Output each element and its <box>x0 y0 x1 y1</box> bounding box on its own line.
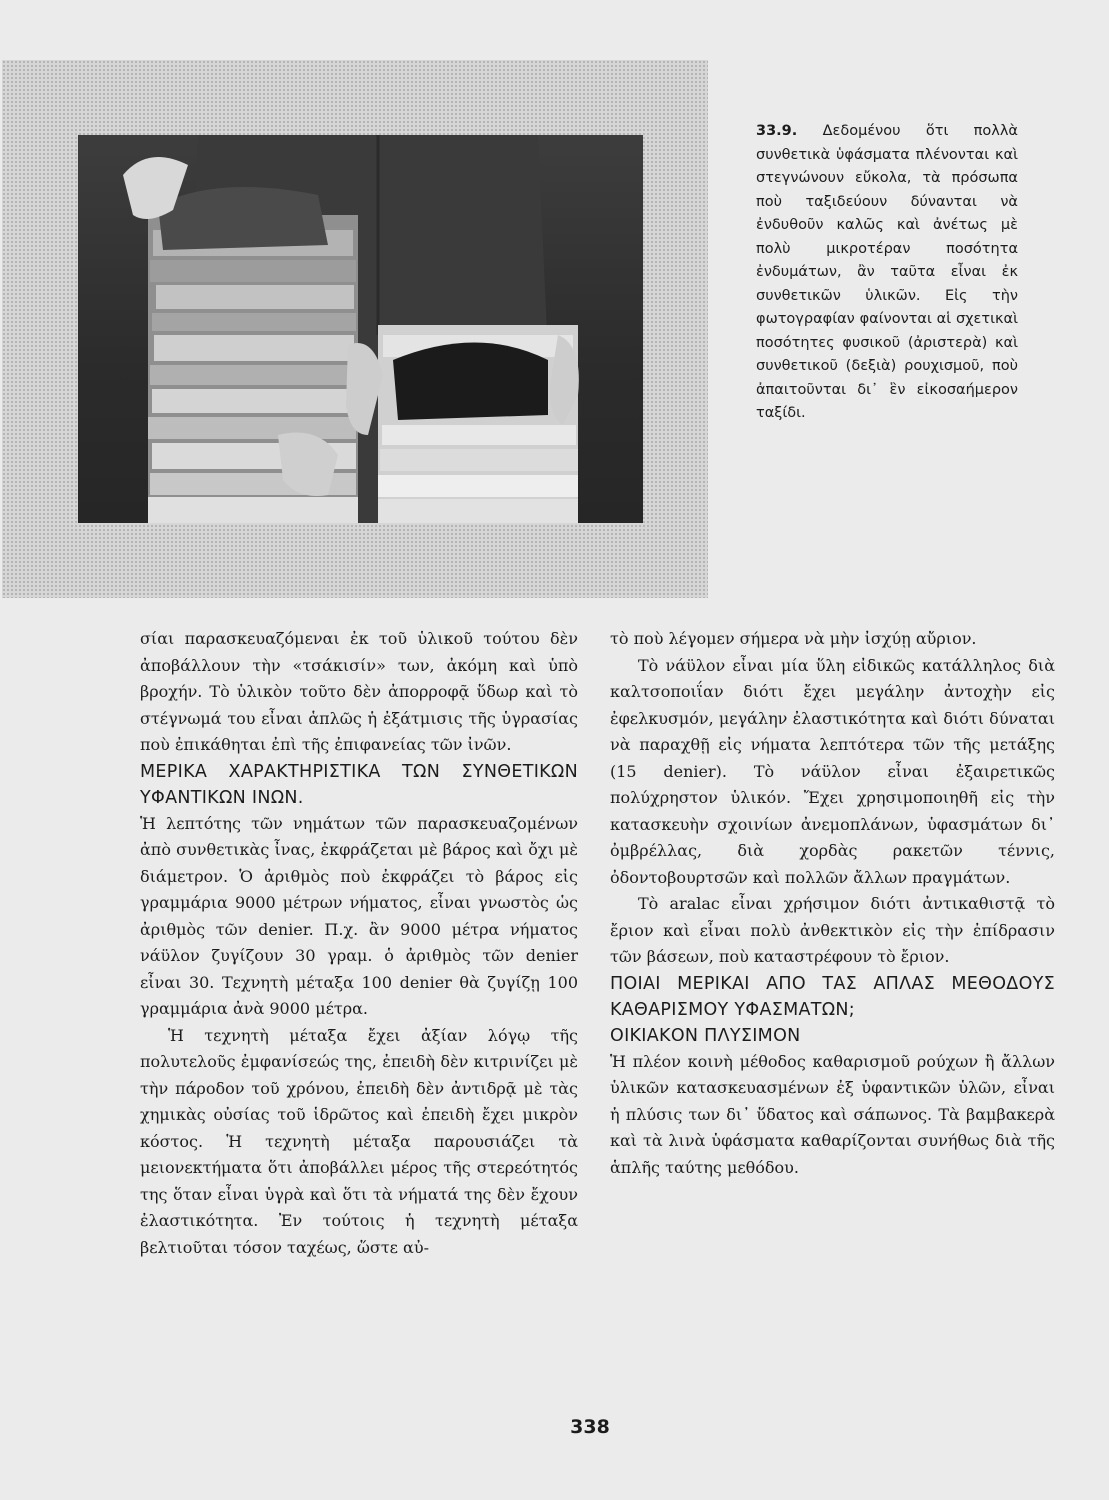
right-paragraph-4: Ἡ πλέον κοινὴ μέθοδος καθαρισμοῦ ρούχων ἢ ἄλλων ὑλικῶν κατασκευασμένων ἐξ ὑφαντικῶν ὑλῶν, εἶναι ἡ πλύσις των δι᾽ ὕδατος καὶ σάπωνος. Τὰ βαμβακερὰ καὶ τὰ λινὰ ὑφάσματα καθαρίζονται συνήθως διὰ τῆς ἁπλῆς ταύτης μεθόδου. <box>610 1051 1055 1177</box>
caption-text: Δεδομένου ὅτι πολλὰ συνθετικὰ ὑφάσματα πλένονται καὶ στεγνώνουν εὔκολα, τὰ πρόσωπα ποὺ ταξιδεύουν δύνανται νὰ ἐνδυθοῦν καλῶς καὶ ἀνέτως μὲ πολὺ μικροτέραν ποσότητα ἐνδυμάτων, ἂν ταῦτα εἶναι ἐκ συνθετικῶν ὑλικῶν. Εἰς τὴν φωτογραφίαν φαίνονται αἱ σχετικαὶ ποσότητες φυσικοῦ (ἀριστερὰ) καὶ συνθετικοῦ (δεξιὰ) ρουχισμοῦ, ποὺ ἀπαιτοῦνται δι᾽ ἓν εἰκοσαήμερον ταξίδι. <box>756 123 1018 421</box>
left-paragraph-2: Ἡ λεπτότης τῶν νημάτων τῶν παρασκευαζομένων ἀπὸ συνθετικὰς ἶνας, ἐκφράζεται μὲ βάρος καὶ ὄχι μὲ διάμετρον. Ὁ ἀριθμὸς ποὺ ἐκφράζει τὸ βάρος εἰς γραμμάρια 9000 μέτρων νήματος, εἶναι γνωστὸς ὡς ἀριθμὸς τῶν denier. Π.χ. ἂν 9000 μέτρα νήματος νάϋλον ζυγίζουν 30 γραμ. ὁ ἀριθμὸς τῶν denier εἶναι 30. Τεχνητὴ μέταξα 100 denier θὰ ζυγίζῃ 100 γραμμάρια ἀνὰ 9000 μέτρα. <box>140 813 578 1018</box>
left-column <box>140 626 578 1261</box>
photo-illustration <box>78 135 643 523</box>
photo-caption <box>756 120 1018 426</box>
section-heading-cleaning-methods: ΠΟΙΑΙ ΜΕΡΙΚΑΙ ΑΠΟ ΤΑΣ ΑΠΛΑΣ ΜΕΘΟΔΟΥΣ ΚΑΘΑΡΙΣΜΟΥ ΥΦΑΣΜΑΤΩΝ; <box>610 973 1055 1020</box>
page-number: 338 <box>570 1416 610 1438</box>
section-heading-home-washing: ΟΙΚΙΑΚΟΝ ΠΛΥΣΙΜΟΝ <box>610 1025 801 1046</box>
left-paragraph-3: Ἡ τεχνητὴ μέταξα ἔχει ἀξίαν λόγῳ τῆς πολυτελοῦς ἐμφανίσεώς της, ἐπειδὴ δὲν κιτρινίζει μὲ τὴν πάροδον τοῦ χρόνου, ἐπειδὴ δὲν ἀντιδρᾷ μὲ τὰς χημικὰς οὐσίας τοῦ ἱδρῶτος καὶ ἐπειδὴ ἔχει μικρὸν κόστος. Ἡ τεχνητὴ μέταξα παρουσιάζει τὰ μειονεκτήματα ὅτι ἀποβάλλει μέρος τῆς στερεότητός της ὅταν εἶναι ὑγρὰ καὶ ὅτι τὰ νήματά της δὲν ἔχουν ἐλαστικότητα. Ἐν τούτοις ἡ τεχνητὴ μέταξα βελτιοῦται τόσον ταχέως, ὥστε αὐ- <box>140 1025 578 1257</box>
caption-number: 33.9. <box>756 123 798 139</box>
clothing-photograph <box>78 135 643 523</box>
section-heading-synthetic-fibres: ΜΕΡΙΚΑ ΧΑΡΑΚΤΗΡΙΣΤΙΚΑ ΤΩΝ ΣΥΝΘΕΤΙΚΩΝ ΥΦΑΝΤΙΚΩΝ ΙΝΩΝ. <box>140 761 578 808</box>
right-column <box>610 626 1055 1181</box>
right-paragraph-2: Τὸ νάϋλον εἶναι μία ὕλη εἰδικῶς κατάλληλος διὰ καλτσοποιΐαν διότι ἔχει μεγάλην ἀντοχὴν εἰς ἐφελκυσμόν, μεγάλην ἐλαστικότητα καὶ διότι δύναται νὰ παραχθῇ εἰς νήματα λεπτότερα τῶν τῆς μετάξης (15 denier). Τὸ νάϋλον εἶναι ἐξαιρετικῶς πολύχρηστον ὑλικόν. Ἔχει χρησιμοποιηθῆ εἰς τὴν κατασκευὴν σχοινίων ἀνεμοπλάνων, ὑφασμάτων δι᾽ ὀμβρέλλας, διὰ χορδὰς ρακετῶν τέννις, ὀδοντοβουρτσῶν καὶ πολλῶν ἄλλων πραγμάτων. <box>610 655 1055 887</box>
left-paragraph-1: σίαι παρασκευαζόμεναι ἐκ τοῦ ὑλικοῦ τούτου δὲν ἀποβάλλουν τὴν «τσάκισίν» των, ἀκόμη καὶ ὑπὸ βροχήν. Τὸ ὑλικὸν τοῦτο δὲν ἀπορροφᾷ ὕδωρ καὶ τὸ στέγνωμά του εἶναι ἁπλῶς ἡ ἐξάτμισις τῆς ὑγρασίας ποὺ ἐπικάθηται ἐπὶ τῆς ἐπιφανείας τῶν ἰνῶν. <box>140 629 578 754</box>
synthetic-clothes-stack <box>378 325 578 523</box>
right-paragraph-1: τὸ ποὺ λέγομεν σήμερα νὰ μὴν ἰσχύῃ αὔριον. <box>610 629 977 648</box>
right-paragraph-3: Τὸ aralac εἶναι χρήσιμον διότι ἀντικαθιστᾷ τὸ ἔριον καὶ εἶναι πολὺ ἀνθεκτικὸν εἰς τὴν ἐπίδρασιν τῶν βάσεων, ποὺ καταστρέφουν τὸ ἔριον. <box>610 894 1055 966</box>
